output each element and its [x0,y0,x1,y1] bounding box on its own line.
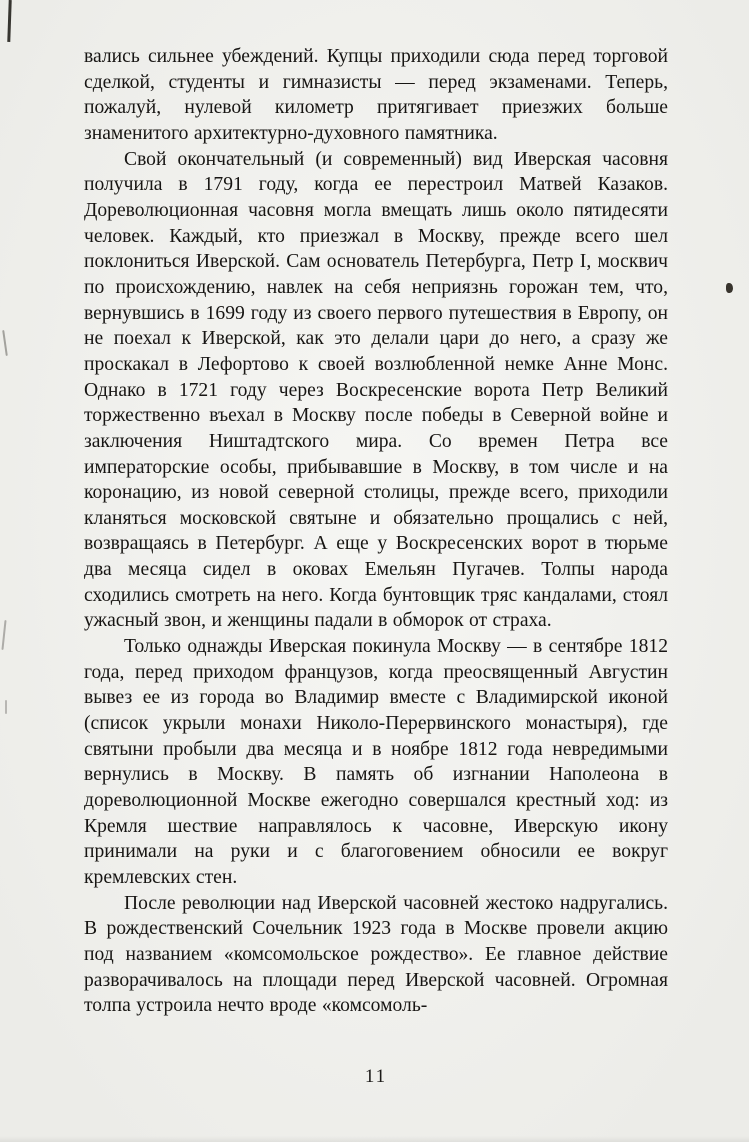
scan-artifact-left-mark [2,330,8,356]
paragraph: После революции над Иверской часовней жестоко надругались. В рождественский Сочельник 1923 года в Москве провели акцию под названием «комсомольское рождество». Ее главное действие разворачивалось на площади перед Иверской часовней. Огромная толпа устроила нечто вроде «комсомоль- [84,892,668,1017]
scan-artifact-right-speck [726,283,733,293]
page-number: 11 [364,1066,388,1087]
scan-artifact-left-mark [1,620,6,650]
scan-artifact-bottom-edge [0,1136,749,1142]
paragraph-continuation: вались сильнее убеждений. Купцы приходили сюда перед торговой сделкой, студенты и гимназисты — перед экзаменами. Теперь, пожалуй, нулевой километр притягивает приезжих больше знаменитого архитектурно-духовного памятника. [84,46,668,144]
paragraph: Свой окончательный (и современный) вид Иверская часовня получила в 1791 году, когда ее перестроил Матвей Казаков. Дореволюционная часовня могла вмещать лишь около пятидесяти человек. Каждый, кто приезжал в Москву, прежде всего шел поклониться Иверской. Сам основатель Петербурга, Петр I, москвич по происхождению, навлек на себя неприязнь горожан тем, что, вернувшись в 1699 году из своего первого путешествия в Европу, он не поехал к Иверской, как это делали цари до него, а сразу же проскакал в Лефортово к своей возлюбленной немке Анне Монс. Однако в 1721 году через Воскресенские ворота Петр Великий торжественно въехал в Москву после победы в Северной войне и заключения Ништадтского мира. Со времен Петра все императорские особы, прибывавшие в Москву, в том числе и на коронацию, из новой северной столицы, прежде всего, приходили кланяться московской святыне и обязательно прощались с ней, возвращаясь в Петербург. А еще у Воскресенских ворот в тюрьме два месяца сидел в оковах Емельян Пугачев. Толпы народа сходились смотреть на него. Когда бунтовщик тряс кандалами, стоял ужасный звон, и женщины падали в обморок от страха. [84,148,668,632]
paragraph: Только однажды Иверская покинула Москву — в сентябре 1812 года, перед приходом французов, когда преосвященный Августин вывез ее из города во Владимир вместе с Владимирской иконой (список укрыли монахи Николо-Перервинского монастыря), где святыни пробыли два месяца и в ноябре 1812 года невредимыми вернулись в Москву. В память об изгнании Наполеона в дореволюционной Москве ежегодно совершался крестный ход: из Кремля шествие направлялось к часовне, Иверскую икону принимали на руки и с благоговением обносили ее вокруг кремлевских стен. [84,636,668,888]
scan-artifact-top-left-line [7,0,11,42]
page-text [84,44,668,1019]
scan-artifact-left-mark [5,700,7,714]
